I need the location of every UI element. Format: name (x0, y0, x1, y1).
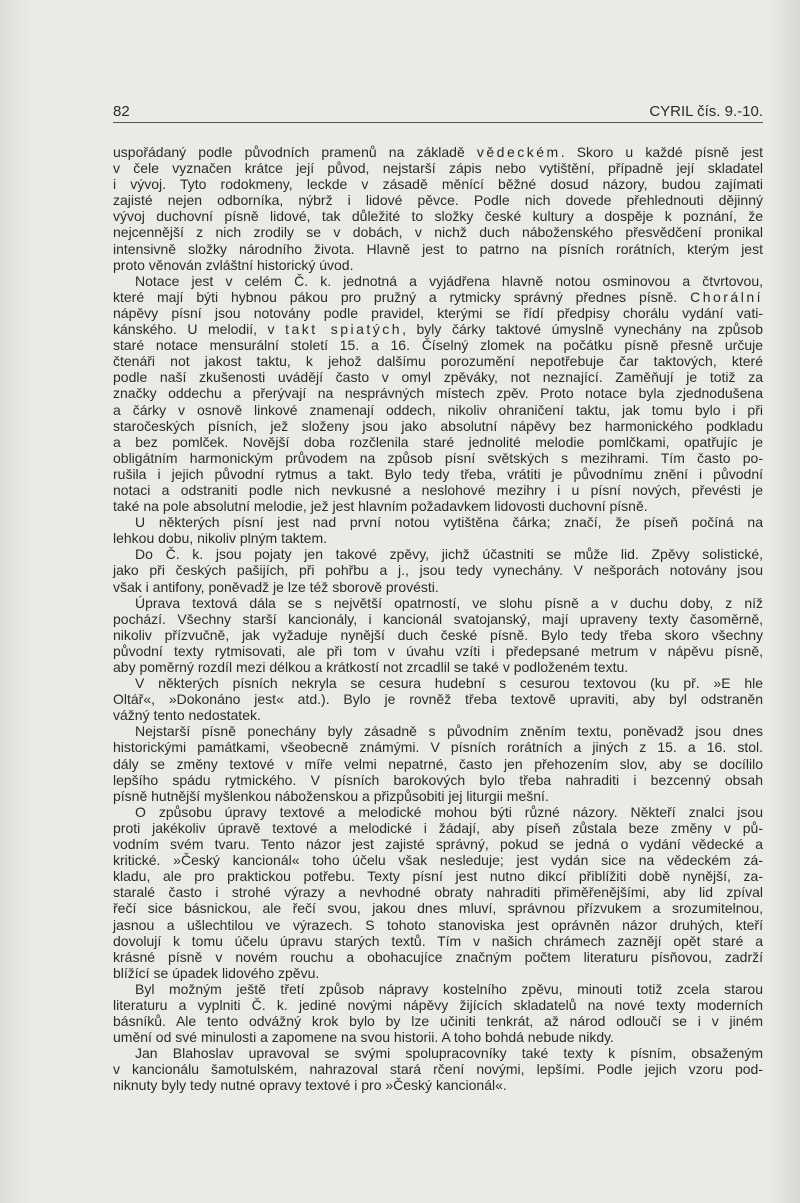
running-title: CYRIL čís. 9.-10. (649, 103, 763, 120)
text-segment: , byly čárky taktové úmyslně vynechány na způsob (402, 321, 763, 338)
text-segment: uspořádaný podle původních pramenů na základě (113, 144, 477, 160)
text-line: kladu, ale pro praktickou potřebu. Texty písní jest nutno dikcí přiblížiti době nynější, za- (113, 868, 763, 885)
text-line: dály se změny textové v míře velmi nepatrné, často jen přehozením slov, aby se docílilo (113, 755, 763, 772)
text-line: i vývoj. Tyto rodokmeny, leckde v zásadě měnící běžné dosud názory, budou zajímati (113, 176, 763, 193)
text-line: písně hutnější myšlenkou náboženskou a přizpůsobiti jej liturgii mešní. (113, 787, 549, 804)
text-line: Byl možným ještě třetí způsob nápravy kostelního zpěvu, minouti totiž zcela starou (135, 980, 763, 997)
text-line: vodním svém tvaru. Tento názor jest zajisté správný, pokud se jedná o vydání vědecké a (113, 836, 763, 853)
text-line: a čárky v osnově linkové znamenají oddech, nikoliv ohraničení taktu, jak tomu bylo i při (113, 401, 763, 418)
text-line: Oltář«, »Dokonáno jest« atd.). Bylo je rovněž třeba textově upraviti, aby byl odstraněn (113, 691, 763, 708)
text-line: Jan Blahoslav upravoval se svými spolupracovníky také texty k písním, obsaženým (135, 1045, 763, 1062)
text-line: nápěvy písní jsou notovány podle pravidel, kterými se řídí předpisy chorálu vydání vati- (113, 304, 763, 321)
text-line: značky oddechu a přerývají na nesprávných místech zpěv. Proto notace byla zjednodušena (113, 385, 763, 402)
text-line: čtenáři not jakost taktu, k jehož dalšímu porozumění nepotřebuje čar taktových, které (113, 353, 763, 370)
text-line: v kancionálu šamotulském, nahrazoval stará rčení novými, lepšími. Podle jejich vzoru pod- (113, 1061, 763, 1078)
text-line: jasnou a ušlechtilou ve výrazech. S tohoto stanoviska jest oprávněn názor druhých, kteří (113, 916, 763, 933)
header-rule (113, 122, 763, 123)
text-line: niknuty byly tedy nutné opravy textové i pro »Český kancionál«. (113, 1077, 507, 1094)
paragraph (113, 804, 763, 981)
text-line (113, 321, 763, 337)
text-line: vážný tento nedostatek. (113, 707, 261, 724)
text-line: a bez pomlček. Novější doba rozčlenila staré jednolité melodie pomlčkami, opatřujíc je (113, 433, 763, 450)
text-line: O způsobu úpravy textové a melodické mohou býti různé názory. Někteří znalci jsou (135, 803, 763, 820)
text-segment: . Skoro u každé písně jest (560, 144, 763, 160)
page-header (113, 103, 763, 121)
paragraph (113, 273, 763, 514)
text-line: podle naší zkušenosti uvádějí často v omyl zpěváky, not neznající. Zaměňují je totiž za (113, 369, 763, 386)
text-line: obligátním harmonickým průvodem na způsob písní světských s mezihrami. Tím často po- (113, 449, 763, 466)
text-line: Do Č. k. jsou pojaty jen takové zpěvy, jichž účastniti se může lid. Zpěvy solistické, (135, 546, 763, 563)
text-line: staré notace mensurální století 15. a 16. Číselný zlomek na počátku písně přesně určuje (113, 337, 763, 354)
text-line: staralé často i strohé výrazy a nevhodné obraty nahraditi přiměřenějšími, aby lid zpíval (113, 884, 763, 901)
text-line: literaturu a vyplniti Č. k. jediné novými nápěvy žijících skladatelů na nové texty moderních (113, 996, 763, 1013)
text-line: vývoj duchovní písně lidové, tak důležité to složky české kultury a dospěje k poznání, že (113, 208, 763, 225)
text-line: však i antifony, poněvadž je lze též sborově provésti. (113, 578, 439, 595)
emphasized-text: Chorální (690, 288, 763, 305)
text-line: kritické. »Český kancionál« toho účelu však nesleduje; jest vydán sice na vědeckém zá- (113, 852, 763, 869)
text-line (113, 144, 763, 160)
text-line: blížící se úpadek lidového zpěvu. (113, 964, 320, 981)
text-line: rušila i jejich původní rytmus a takt. Bylo tedy třeba, vrátiti je původnímu znění i původní (113, 465, 763, 482)
text-line (113, 289, 763, 305)
emphasized-text: vědeckém (476, 144, 561, 160)
text-line: zajisté nejen odborníka, nýbrž i lidové pěvce. Podle nich dovede přehlednouti dějinný (113, 192, 763, 209)
text-line: notaci a odstraniti podle nich nevkusné a neslohové mezihry i u písní nových, převésti je (113, 481, 763, 498)
text-line: intensivně složky národního života. Hlavně jest to patrno na písních rorátních, kterým jest (113, 240, 763, 257)
text-line: historickými památkami, všeobecně známými. V písních rorátních a jiných z 15. a 16. stol. (113, 739, 763, 756)
text-line: Notace jest v celém Č. k. jednotná a vyjádřena hlavně notou osminovou a čtvrtovou, (135, 272, 763, 289)
text-line: původní texty rytmisovati, ale při tom v úvahu vzíti i předepsané metrum v nápěvu písně, (113, 642, 763, 659)
text-line: lepšího spádu rytmického. V písních barokových bylo třeba nahraditi i bezcenný obsah (113, 771, 763, 788)
text-line: jako při českých pašijích, při pohřbu a j., jsou tedy vynechány. V nešporách notovány jsou (113, 562, 763, 579)
paragraph (113, 723, 763, 803)
text-line: v čele vyznačen krátce její původ, nejstarší zápis nebo vytištění, případně její skladatel (113, 160, 763, 177)
paragraph (113, 546, 763, 594)
paragraph (113, 675, 763, 723)
paragraph (113, 1045, 763, 1093)
text-line: staročeských písních, jež složeny jsou jako absolutní nápěvy bez harmonického podkladu (113, 417, 763, 434)
text-line: nejcennější z nich zrodily se v dobách, v nichž duch náboženského přesvědčení pronikal (113, 224, 763, 241)
text-line: V některých písních nekryla se cesura hudební s cesurou textovou (ku př. »E hle (135, 675, 763, 692)
text-line: krásné písně v novém rouchu a obohacujíce značným počtem literaturu písňovou, zadrží (113, 948, 763, 965)
text-segment: kánského. U melodií, v (113, 321, 286, 338)
emphasized-text: takt spiatých (285, 321, 403, 338)
text-line: také na pole absolutní melodie, jež jest hlavním požadavkem lidovosti duchovní písně. (113, 498, 648, 515)
page-number: 82 (113, 103, 130, 120)
paragraph (113, 595, 763, 675)
text-line: dovolují k tomu účelu úpravu starých textů. Tím v našich chrámech zaznějí opět staré a (113, 932, 763, 949)
paragraph (113, 144, 763, 273)
paragraph (113, 981, 763, 1045)
text-line: básníků. Ale tento odvážný krok bylo by lze učiniti tenkrát, až národ odloučí se i v jiném (113, 1013, 763, 1030)
text-line: U některých písní jest nad první notou vytištěna čárka; značí, že píseň počíná na (135, 514, 763, 531)
text-line: umění od své minulosti a zapomene na svou historii. A toho bohdá nebude nikdy. (113, 1029, 614, 1046)
text-line: Nejstarší písně ponechány byly zásadně s původním zněním textu, poněvadž jsou dnes (135, 723, 763, 740)
text-line: řečí sice básnickou, ale řečí svou, jakou dnes mluví, správnou přízvukem a srozumitelnou, (113, 900, 763, 917)
text-line: aby poměrný rozdíl mezi délkou a krátkostí not zrcadlil se také v podloženém textu. (113, 659, 629, 675)
text-line: proto věnován zvláštní historický úvod. (113, 256, 354, 273)
text-line: nikoliv přízvučně, jak vyžaduje nynější duch české písně. Bylo tedy třeba skoro všechny (113, 626, 763, 643)
paragraph (113, 514, 763, 546)
text-line: pochází. Všechny starší kancionály, i kancionál svatojanský, mají upraveny texty časoměrně, (113, 610, 763, 627)
text-line: Úprava textová dála se s největší opatrností, ve slohu písně a v duchu doby, z níž (135, 594, 763, 611)
text-line: proti jakékoliv úpravě textové a melodické i žádají, aby píseň zůstala beze změny v pů- (113, 819, 763, 836)
text-segment: které mají býti hybnou pákou pro pružný a rytmicky správný přednes písně. (113, 288, 691, 305)
article-body (113, 144, 763, 1094)
text-line: lehkou dobu, nikoliv plným taktem. (113, 530, 327, 547)
